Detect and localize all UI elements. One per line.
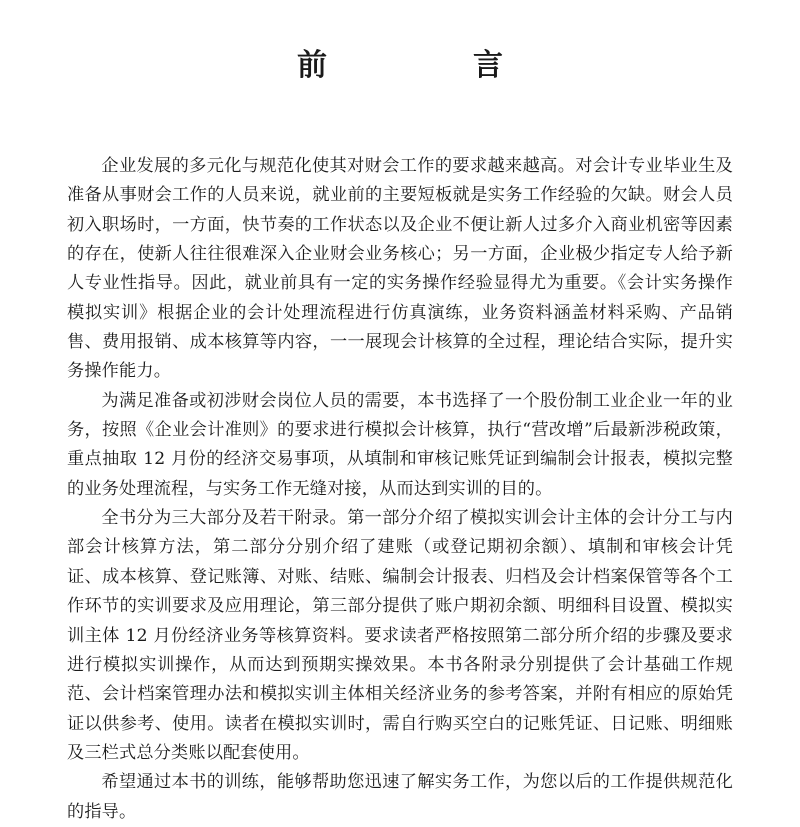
page-title: 前 言: [297, 48, 561, 83]
paragraph-2: 为满足准备或初涉财会岗位人员的需要，本书选择了一个股份制工业企业一年的业务，按照《企业会计准则》的要求进行模拟会计核算，执行“营改增”后最新涉税政策，重点抽取 12 月份的经济交易事项，从填制和审核记账凭证到编制会计报表，模拟完整的业务处理流程，与实务工作无缝对接，从而达到实训的目的。: [67, 390, 733, 499]
preface-body: [67, 152, 733, 827]
paragraph-3: 全书分为三大部分及若干附录。第一部分介绍了模拟实训会计主体的会计分工与内部会计核算方法，第二部分分别介绍了建账（或登记期初余额）、填制和审核会计凭证、成本核算、登记账簿、对账、结账、编制会计报表、归档及会计档案保管等各个工作环节的实训要求及应用理论，第三部分提供了账户期初余额、明细科目设置、模拟实训主体 12 月份经济业务等核算资料。要求读者严格按照第二部分所介绍的步骤及要求进行模拟实训操作，从而达到预期实操效果。本书各附录分别提供了会计基础工作规范、会计档案管理办法和模拟实训主体相关经济业务的参考答案，并附有相应的原始凭证以供参考、使用。读者在模拟实训时，需自行购买空白的记账凭证、日记账、明细账及三栏式总分类账以配套使用。: [67, 508, 733, 763]
paragraph-4: 希望通过本书的训练，能够帮助您迅速了解实务工作，为您以后的工作提供规范化的指导。: [67, 772, 733, 822]
paragraph-1: 企业发展的多元化与规范化使其对财会工作的要求越来越高。对会计专业毕业生及准备从事财会工作的人员来说，就业前的主要短板就是实务工作经验的欠缺。财会人员初入职场时，一方面，快节奏的工作状态以及企业不便让新人过多介入商业机密等因素的存在，使新人往往很难深入企业财会业务核心；另一方面，企业极少指定专人给予新人专业性指导。因此，就业前具有一定的实务操作经验显得尤为重要。《会计实务操作模拟实训》根据企业的会计处理流程进行仿真演练，业务资料涵盖材料采购、产品销售、费用报销、成本核算等内容，一一展现会计核算的全过程，理论结合实际，提升实务操作能力。: [67, 156, 733, 382]
